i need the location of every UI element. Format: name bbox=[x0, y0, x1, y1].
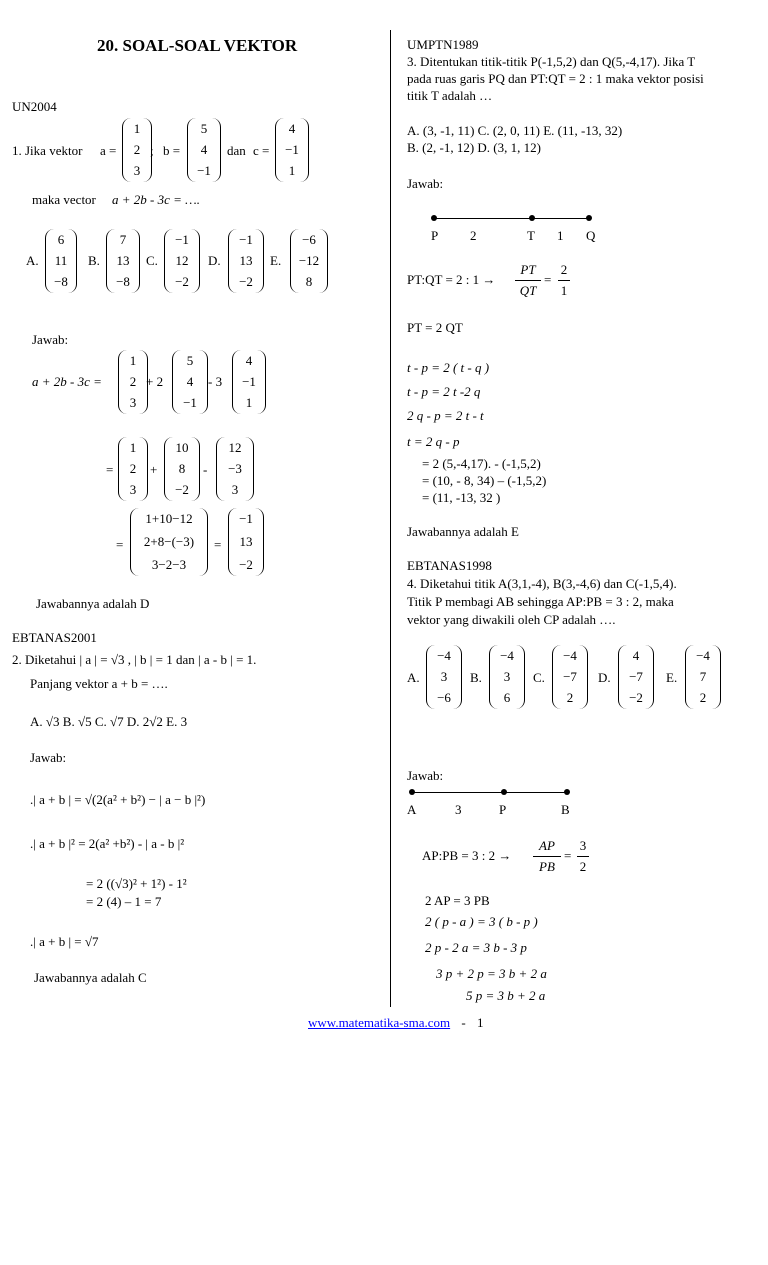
q3-source: UMPTN1989 bbox=[407, 37, 479, 52]
q4-ratio-frac-ap-pb: AP PB bbox=[533, 838, 561, 875]
q3-step4: 2 q - p = 2 t - t bbox=[407, 408, 484, 423]
q1-step2-op2: - bbox=[203, 462, 208, 477]
q1-step1-op2: - 3 bbox=[208, 374, 223, 389]
q1-b-label: b = bbox=[163, 143, 181, 158]
q3-point-p-dot bbox=[431, 215, 437, 221]
q3-label-1: 1 bbox=[557, 228, 564, 243]
q4-line2: Titik P membagi AB sehingga AP:PB = 3 : 2, maka bbox=[407, 594, 674, 609]
q4-step2: 2 ( p - a ) = 3 ( b - p ) bbox=[425, 914, 538, 929]
q1-step3-eq: = bbox=[116, 537, 124, 552]
q3-ratio-frac-2-1: 2 1 bbox=[558, 262, 570, 299]
q2-line2: Panjang vektor a + b = …. bbox=[30, 676, 168, 691]
q3-label-q: Q bbox=[586, 228, 596, 243]
q2-step4: = 2 (4) – 1 = 7 bbox=[86, 894, 162, 909]
q4-option-c-letter: C. bbox=[533, 670, 545, 685]
q1-dan: dan bbox=[227, 143, 246, 158]
q2-step1: .| a + b | = √(2(a² + b²) − | a − b |²) bbox=[30, 792, 206, 807]
q1-step1-op1: + 2 bbox=[146, 374, 164, 389]
q2-options: A. √3 B. √5 C. √7 D. 2√2 E. 3 bbox=[30, 714, 188, 729]
q1-sep1: ; bbox=[150, 143, 154, 158]
q3-step2: t - p = 2 ( t - q ) bbox=[407, 360, 490, 375]
q4-option-e: −4 7 2 bbox=[685, 645, 721, 709]
q4-line1: 4. Diketahui titik A(3,1,-4), B(3,-4,6) dan C(-1,5,4). bbox=[407, 576, 677, 591]
q4-option-b: −4 3 6 bbox=[489, 645, 525, 709]
q1-step1-mat-b: 5 4 −1 bbox=[172, 350, 208, 414]
q3-point-q-dot bbox=[586, 215, 592, 221]
page-title: 20. SOAL-SOAL VEKTOR bbox=[97, 36, 298, 55]
q1-step3-eq2: = bbox=[214, 537, 222, 552]
q1-answer: Jawabannya adalah D bbox=[36, 596, 150, 611]
q3-step7: = (10, - 8, 34) – (-1,5,2) bbox=[422, 473, 547, 488]
q3-line3: titik T adalah … bbox=[407, 88, 493, 103]
q4-point-b-dot bbox=[564, 789, 570, 795]
q3-ratio-frac-pt-qt: PT QT bbox=[515, 262, 541, 299]
q1-option-a-letter: A. bbox=[26, 253, 39, 268]
footer-separator: - bbox=[461, 1015, 466, 1030]
q3-label-2: 2 bbox=[470, 228, 477, 243]
q3-step3: t - p = 2 t -2 q bbox=[407, 384, 481, 399]
q3-options-row2: B. (2, -1, 12) D. (3, 1, 12) bbox=[407, 140, 541, 155]
q1-option-b-letter: B. bbox=[88, 253, 100, 268]
q1-option-c-letter: C. bbox=[146, 253, 158, 268]
q1-step2-mat-a: 1 2 3 bbox=[118, 437, 148, 501]
q4-label-b: B bbox=[561, 802, 570, 817]
q1-option-d: −1 13 −2 bbox=[228, 229, 264, 293]
q2-step3: = 2 ((√3)² + 1²) - 1² bbox=[86, 876, 187, 891]
q1-step1-mat-c: 4 −1 1 bbox=[232, 350, 266, 414]
q4-point-a-dot bbox=[409, 789, 415, 795]
q2-line1: 2. Diketahui | a | = √3 , | b | = 1 dan | a - b | = 1. bbox=[12, 652, 257, 667]
q4-option-a-letter: A. bbox=[407, 670, 420, 685]
q4-step3: 2 p - 2 a = 3 b - 3 p bbox=[425, 940, 527, 955]
footer-website-link[interactable]: www.matematika-sma.com bbox=[308, 1015, 451, 1030]
q4-option-b-letter: B. bbox=[470, 670, 482, 685]
q1-vector-b: 5 4 −1 bbox=[187, 118, 221, 182]
q1-option-e: −6 −12 8 bbox=[290, 229, 328, 293]
q3-segment-line bbox=[434, 218, 589, 219]
q3-label-t: T bbox=[527, 228, 535, 243]
q4-step4: 3 p + 2 p = 3 b + 2 a bbox=[436, 966, 547, 981]
q1-jawab: Jawab: bbox=[32, 332, 69, 347]
q3-answer: Jawabannya adalah E bbox=[407, 524, 519, 539]
q3-ratio-eq: = bbox=[544, 272, 552, 287]
q3-ratio-lhs: PT:QT = 2 : 1 → bbox=[407, 272, 496, 287]
q3-options-row1: A. (3, -1, 11) C. (2, 0, 11) E. (11, -13, 32) bbox=[407, 123, 623, 138]
q3-step5: t = 2 q - p bbox=[407, 434, 460, 449]
q4-line3: vektor yang diwakili oleh CP adalah …. bbox=[407, 612, 616, 627]
q2-answer: Jawabannya adalah C bbox=[34, 970, 147, 985]
q4-label-a: A bbox=[407, 802, 417, 817]
q4-source: EBTANAS1998 bbox=[407, 558, 492, 573]
q4-option-e-letter: E. bbox=[666, 670, 678, 685]
q4-step5: 5 p = 3 b + 2 a bbox=[466, 988, 546, 1003]
q1-prefix: 1. Jika vektor bbox=[12, 143, 83, 158]
q3-label-p: P bbox=[431, 228, 439, 243]
q2-step2: .| a + b |² = 2(a² +b²) - | a - b |² bbox=[30, 836, 185, 851]
q1-step2-mat-c: 12 −3 3 bbox=[216, 437, 254, 501]
q1-option-a: 6 11 −8 bbox=[45, 229, 77, 293]
q2-step5: .| a + b | = √7 bbox=[30, 934, 99, 949]
q3-step8: = (11, -13, 32 ) bbox=[422, 490, 501, 505]
q4-option-a: −4 3 −6 bbox=[426, 645, 462, 709]
q2-source: EBTANAS2001 bbox=[12, 630, 97, 645]
q4-ratio-frac-3-2: 3 2 bbox=[577, 838, 589, 875]
q1-option-c: −1 12 −2 bbox=[164, 229, 200, 293]
q1-step3-result: −1 13 −2 bbox=[228, 508, 264, 576]
q4-option-c: −4 −7 2 bbox=[552, 645, 588, 709]
q2-jawab: Jawab: bbox=[30, 750, 67, 765]
q1-a-label: a = bbox=[100, 143, 117, 158]
q4-option-d: 4 −7 −2 bbox=[618, 645, 654, 709]
q1-step2-op1: + bbox=[150, 462, 158, 477]
q4-option-d-letter: D. bbox=[598, 670, 611, 685]
q1-step2-mat-b: 10 8 −2 bbox=[164, 437, 200, 501]
footer-page-number: 1 bbox=[476, 1015, 484, 1030]
q4-step1: 2 AP = 3 PB bbox=[425, 893, 490, 908]
q4-label-p: P bbox=[499, 802, 507, 817]
q1-step1-mat-a: 1 2 3 bbox=[118, 350, 148, 414]
q1-step3-mat: 1+10−12 2+8−(−3) 3−2−3 bbox=[130, 508, 208, 576]
q3-step6: = 2 (5,-4,17). - (-1,5,2) bbox=[422, 456, 541, 471]
q1-c-label: c = bbox=[253, 143, 270, 158]
q3-point-t-dot bbox=[529, 215, 535, 221]
q4-ratio-eq: = bbox=[564, 848, 572, 863]
q1-option-d-letter: D. bbox=[208, 253, 221, 268]
q4-label-3: 3 bbox=[455, 802, 462, 817]
q4-ratio-lhs: AP:PB = 3 : 2 → bbox=[422, 848, 512, 863]
q1-step1-lhs: a + 2b - 3c = bbox=[32, 374, 102, 389]
q1-option-e-letter: E. bbox=[270, 253, 282, 268]
q1-ask-expr: a + 2b - 3c = …. bbox=[112, 192, 200, 207]
q1-step2-eq: = bbox=[106, 462, 114, 477]
q1-option-b: 7 13 −8 bbox=[106, 229, 140, 293]
q1-source: UN2004 bbox=[12, 99, 57, 114]
column-divider bbox=[390, 30, 391, 1007]
q3-step1: PT = 2 QT bbox=[407, 320, 463, 335]
page-footer bbox=[308, 1015, 483, 1031]
q4-segment-line bbox=[412, 792, 567, 793]
q3-jawab: Jawab: bbox=[407, 176, 444, 191]
q3-line2: pada ruas garis PQ dan PT:QT = 2 : 1 maka vektor posisi bbox=[407, 71, 704, 86]
q3-line1: 3. Ditentukan titik-titik P(-1,5,2) dan Q(5,-4,17). Jika T bbox=[407, 54, 696, 69]
q1-ask: maka vector bbox=[32, 192, 96, 207]
q1-vector-c: 4 −1 1 bbox=[275, 118, 309, 182]
q4-point-p-dot bbox=[501, 789, 507, 795]
q4-jawab: Jawab: bbox=[407, 768, 444, 783]
q1-vector-a: 1 2 3 bbox=[122, 118, 152, 182]
